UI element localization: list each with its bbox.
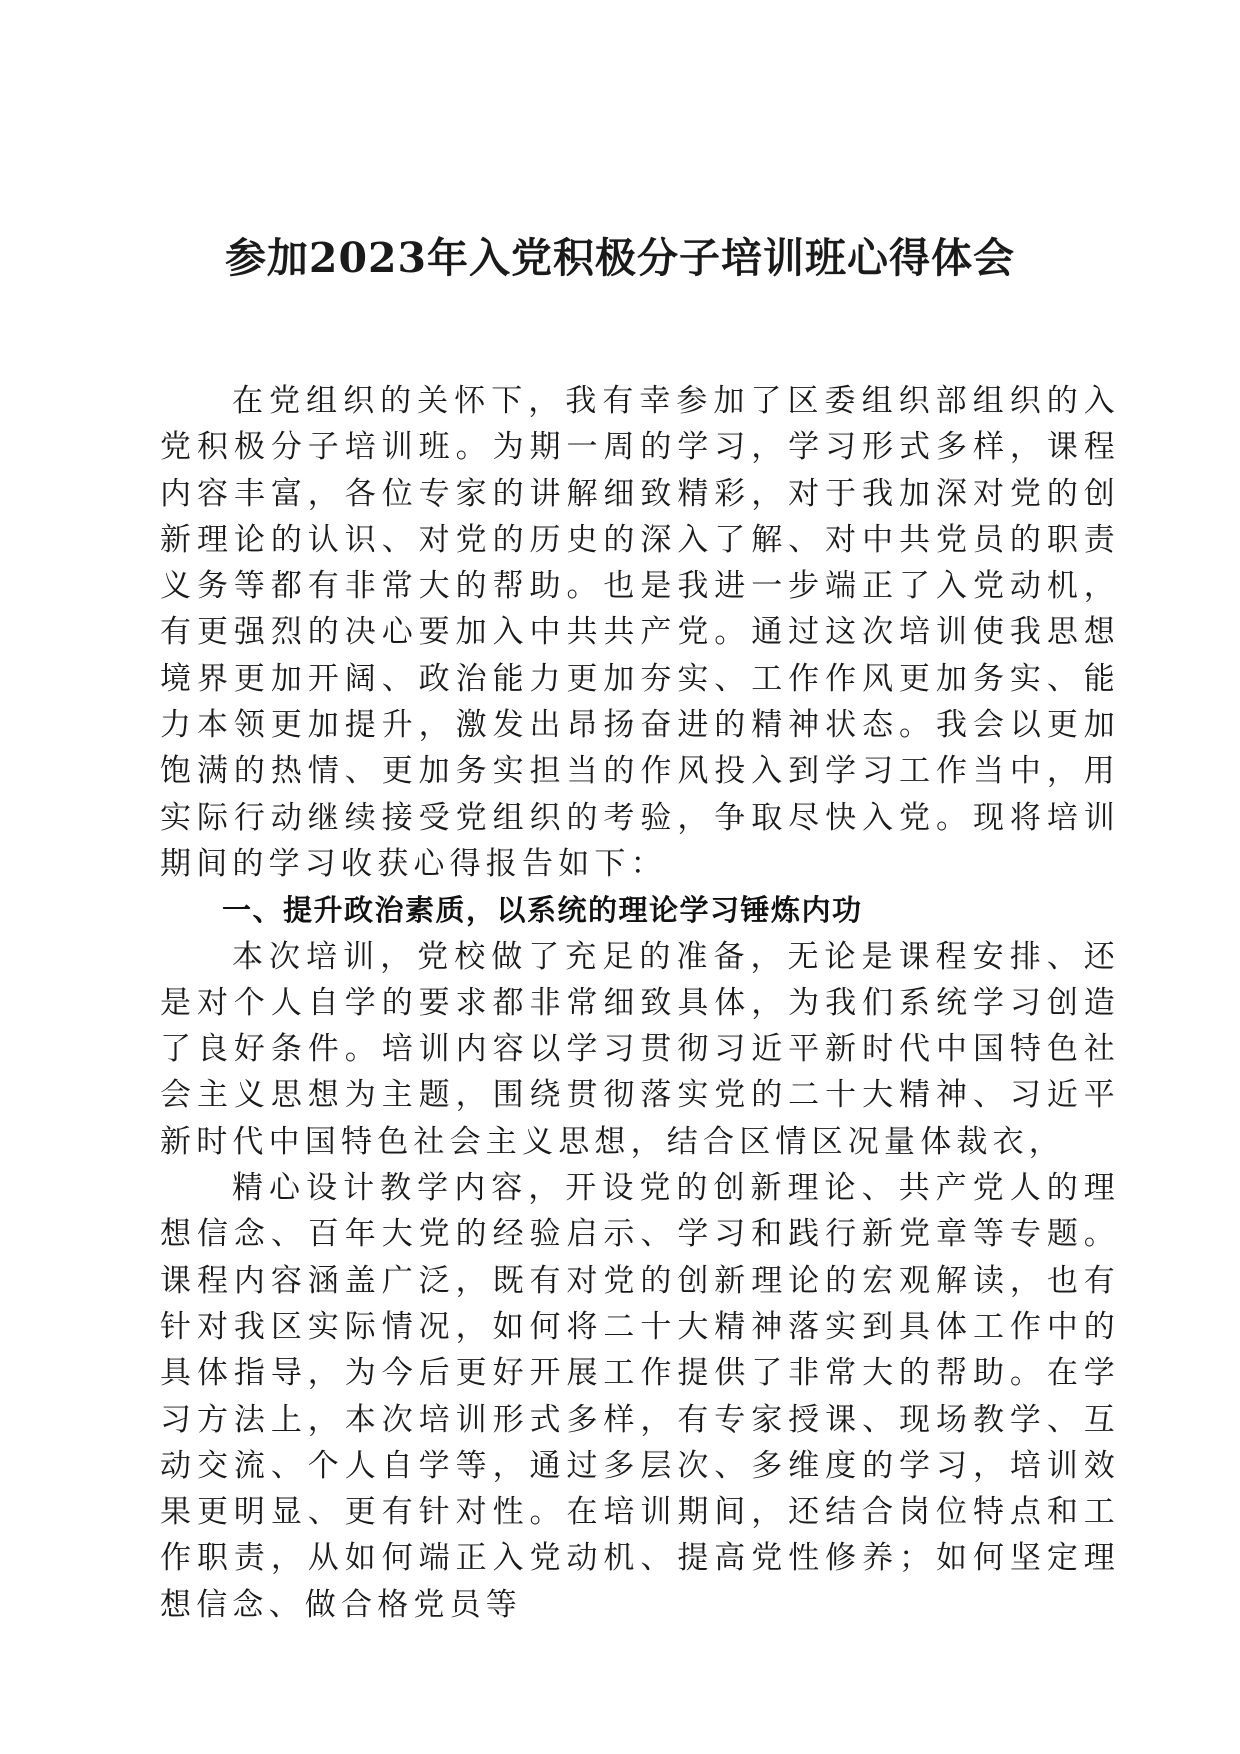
body-paragraph: 本次培训，党校做了充足的准备，无论是课程安排、还是对个人自学的要求都非常细致具体，为我们系统学习创造了良好条件。培训内容以学习贯彻习近平新时代中国特色社会主义思想为主题，围绕贯彻落实党的二十大精神、习近平新时代中国特色社会主义思想，结合区情区况量体裁衣， <box>160 938 1120 1160</box>
document-body <box>160 378 1120 1628</box>
section-heading: 一、提升政治素质，以系统的理论学习锤炼内功 <box>222 893 863 928</box>
intro-paragraph: 在党组织的关怀下，我有幸参加了区委组织部组织的入党积极分子培训班。为期一周的学习，学习形式多样，课程内容丰富，各位专家的讲解细致精彩，对于我加深对党的创新理论的认识、对党的历史的深入了解、对中共党员的职责义务等都有非常大的帮助。也是我进一步端正了入党动机，有更强烈的决心要加入中共共产党。通过这次培训使我思想境界更加开阔、政治能力更加夯实、工作作风更加务实、能力本领更加提升，激发出昂扬奋进的精神状态。我会以更加饱满的热情、更加务实担当的作风投入到学习工作当中，用实际行动继续接受党组织的考验，争取尽快入党。现将培训期间的学习收获心得报告如下： <box>160 383 1120 882</box>
body-paragraph: 精心设计教学内容，开设党的创新理论、共产党人的理想信念、百年大党的经验启示、学习和践行新党章等专题。课程内容涵盖广泛，既有对党的创新理论的宏观解读，也有针对我区实际情况，如何将二十大精神落实到具体工作中的具体指导，为今后更好开展工作提供了非常大的帮助。在学习方法上，本次培训形式多样，有专家授课、现场教学、互动交流、个人自学等，通过多层次、多维度的学习，培训效果更明显、更有针对性。在培训期间，还结合岗位特点和工作职责，从如何端正入党动机、提高党性修养；如何坚定理想信念、做合格党员等 <box>160 1170 1120 1623</box>
document-title: 参加2023年入党积极分子培训班心得体会 <box>224 234 1016 282</box>
